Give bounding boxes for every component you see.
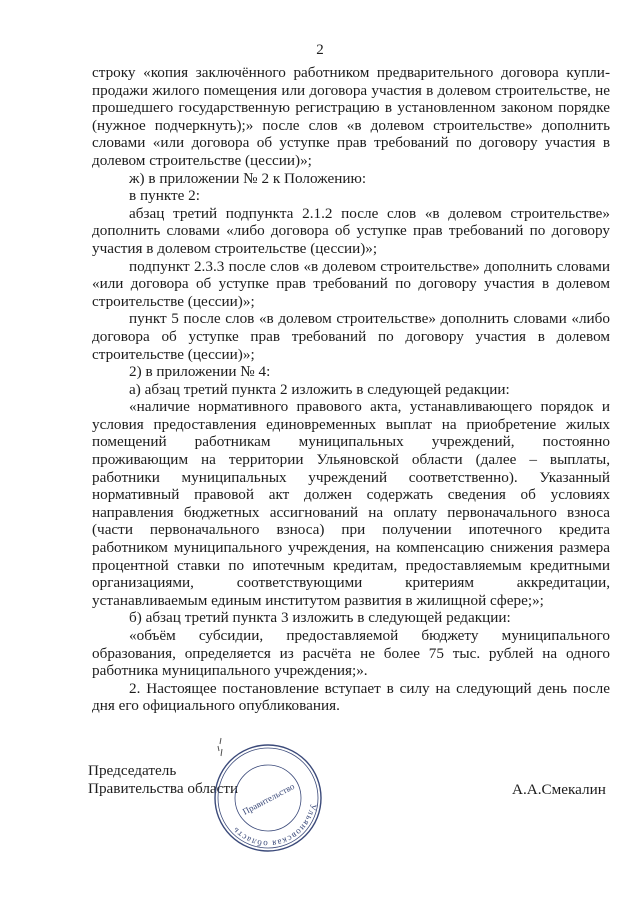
paragraph: «объём субсидии, предоставляемой бюджету муниципального образования, определяется из расчёта не более 75 тыс. рублей на одного работника муниципального учреждения;».: [92, 627, 610, 680]
paragraph: а) абзац третий пункта 2 изложить в следующей редакции:: [129, 380, 510, 398]
paragraph: в пункте 2:: [129, 187, 200, 205]
paragraph: 2. Настоящее постановление вступает в силу на следующий день после дня его официального опубликования.: [92, 679, 610, 715]
seal-ring-text: Ульяновская область: [229, 803, 319, 850]
paragraph: ж) в приложении № 2 к Положению:: [129, 169, 367, 187]
seal-center-text: Правительство: [240, 781, 297, 817]
paragraph: «наличие нормативного правового акта, устанавливающего порядок и условия предоставления единовременных выплат на приобретение жилых помещений работникам муниципальных учреждений, постоянно проживающим на территории Ульяновской области (далее – выплаты, работники муниципальных учреждений соответственно). Указанный нормативный правовой акт должен содержать сведения об условиях направления бюджетных ассигнований на оплату первоначального взноса (части первоначального взноса) при получении ипотечного кредита работником муниципального учреждения, на компенсацию снижения размера процентной ставки по ипотечным кредитам, предоставляемым кредитными организациями, соответствующими критериям аккредитации, устанавливаемым единым институтом развития в жилищной сфере;»;: [92, 398, 610, 609]
page-number: 2: [316, 42, 324, 58]
signatory-title-line2: Правительства области: [88, 780, 239, 797]
signatory-name: А.А.Смекалин: [512, 781, 606, 798]
document-body: [92, 64, 610, 715]
paragraph: пункт 5 после слов «в долевом строительстве» дополнить словами «либо договора об уступке прав требований по договору участия в долевом строительстве (цессии)»;: [92, 310, 610, 363]
paragraph: абзац третий подпункта 2.1.2 после слов «в долевом строительстве» дополнить словами «либо договора об уступке прав требований по договору участия в долевом строительстве (цессии)»;: [92, 204, 610, 257]
paragraph: строку «копия заключённого работником предварительного договора купли-продажи жилого помещения или договора участия в долевом строительстве, не прошедшего государственную регистрацию в установленном законом порядке (нужное подчеркнуть);» после слов «в долевом строительстве» дополнить словами «или договора об уступке прав требований по договору участия в долевом строительстве (цессии)»;: [92, 64, 610, 169]
paragraph: подпункт 2.3.3 после слов «в долевом строительстве» дополнить словами «или договора об уступке прав требований по договору участия в долевом строительстве (цессии)»;: [92, 257, 610, 310]
paragraph: 2) в приложении № 4:: [129, 363, 271, 381]
paragraph: б) абзац третий пункта 3 изложить в следующей редакции:: [129, 609, 511, 627]
signatory-title-line1: Председатель: [88, 762, 177, 779]
official-seal: [212, 742, 324, 854]
